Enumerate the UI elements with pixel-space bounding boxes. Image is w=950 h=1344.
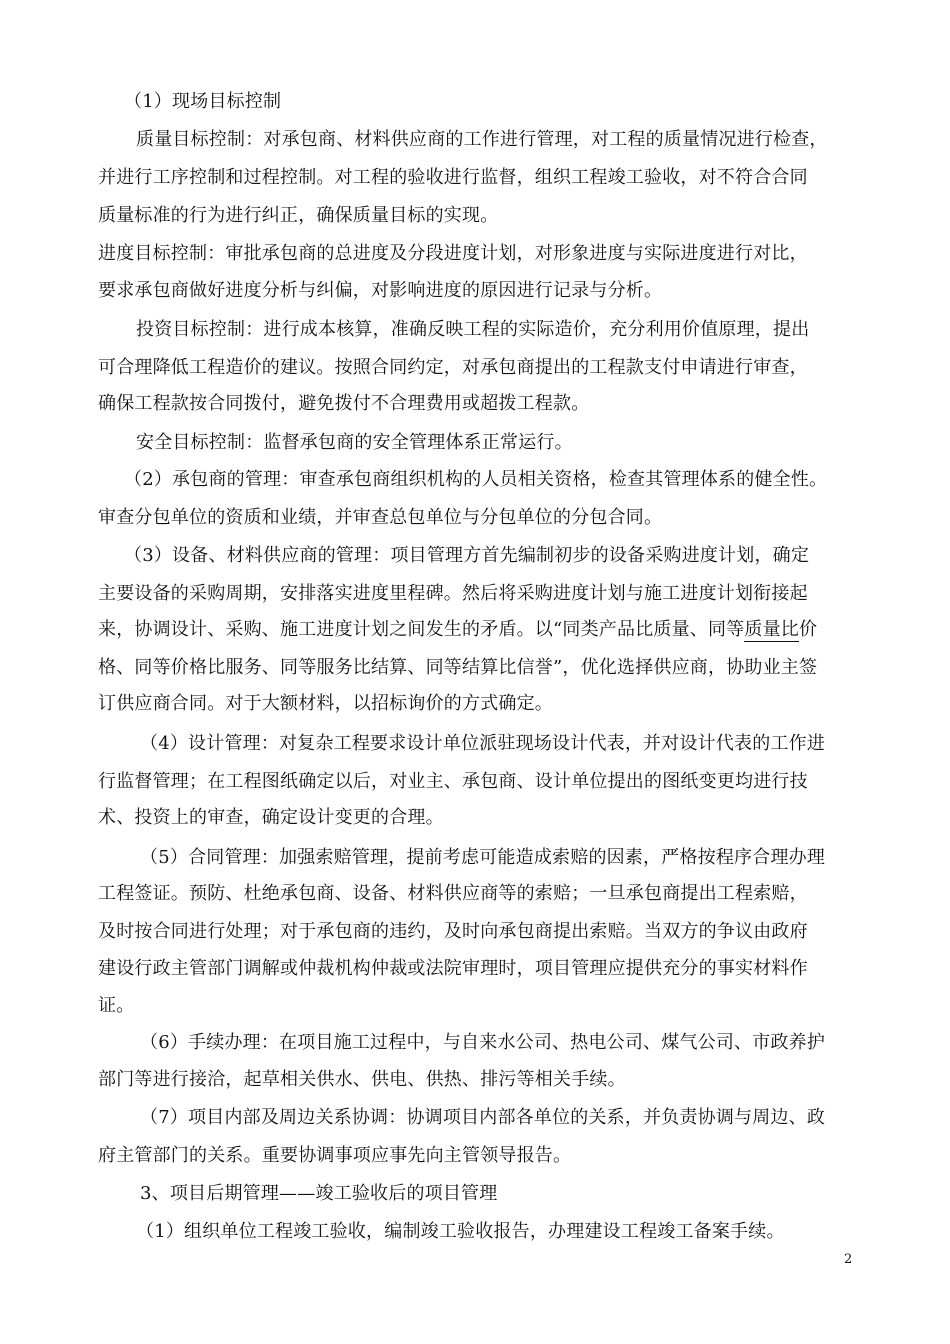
supplier-line-3-tail: 价 bbox=[799, 619, 818, 640]
paragraph-supplier-line-5: 订供应商合同。对于大额材料，以招标询价的方式确定。 bbox=[98, 693, 553, 714]
paragraph-safety: 安全目标控制：监督承包商的安全管理体系正常运行。 bbox=[136, 432, 573, 453]
paragraph-quality-line-2: 并进行工序控制和过程控制。对工程的验收进行监督，组织工程竣工验收，对不符合合同 bbox=[98, 167, 808, 188]
paragraph-supplier-line-4: 格、同等价格比服务、同等服务比结算、同等结算比信誉”，优化选择供应商，协助业主签 bbox=[98, 657, 818, 678]
paragraph-procedures-line-2: 部门等进行接洽，起草相关供水、供电、供热、排污等相关手续。 bbox=[98, 1069, 626, 1090]
paragraph-coordination-line-2: 府主管部门的关系。重要协调事项应事先向主管领导报告。 bbox=[98, 1145, 572, 1166]
paragraph-completion-acceptance: （1）组织单位工程竣工验收，编制竣工验收报告，办理建设工程竣工备案手续。 bbox=[136, 1221, 785, 1242]
paragraph-supplier-line-2: 主要设备的采购周期，安排落实进度里程碑。然后将采购进度计划与施工进度计划衔接起 bbox=[98, 583, 808, 604]
paragraph-investment-line-1: 投资目标控制：进行成本核算，准确反映工程的实际造价，充分利用价值原理，提出 bbox=[136, 319, 810, 340]
paragraph-investment-line-3: 确保工程款按合同拨付，避免拨付不合理费用或超拨工程款。 bbox=[98, 393, 590, 414]
paragraph-supplier-line-3 bbox=[98, 618, 817, 642]
paragraph-quality-line-3: 质量标准的行为进行纠正，确保质量目标的实现。 bbox=[98, 205, 499, 226]
paragraph-contract-line-3: 及时按合同进行处理；对于承包商的违约，及时向承包商提出索赔。当双方的争议由政府 bbox=[98, 921, 808, 942]
paragraph-contract-line-5: 证。 bbox=[98, 995, 135, 1016]
section-heading-post-completion: 3、项目后期管理——竣工验收后的项目管理 bbox=[140, 1183, 498, 1204]
paragraph-contractor-line-2: 审查分包单位的资质和业绩，并审查总包单位与分包单位的分包合同。 bbox=[98, 507, 663, 528]
paragraph-contract-line-2: 工程签证。预防、杜绝承包商、设备、材料供应商等的索赔；一旦承包商提出工程索赔， bbox=[98, 883, 808, 904]
page-number: 2 bbox=[844, 1252, 853, 1267]
paragraph-procedures-line-1: （6）手续办理：在项目施工过程中，与自来水公司、热电公司、煤气公司、市政养护 bbox=[140, 1032, 826, 1053]
paragraph-quality-line-1: 质量目标控制：对承包商、材料供应商的工作进行管理，对工程的质量情况进行检查， bbox=[136, 129, 828, 150]
paragraph-contract-line-1: （5）合同管理：加强索赔管理，提前考虑可能造成索赔的因素，严格按程序合理办理 bbox=[140, 847, 826, 868]
paragraph-schedule-line-2: 要求承包商做好进度分析与纠偏，对影响进度的原因进行记录与分析。 bbox=[98, 280, 663, 301]
paragraph-coordination-line-1: （7）项目内部及周边关系协调：协调项目内部各单位的关系，并负责协调与周边、政 bbox=[140, 1107, 826, 1128]
paragraph-contractor-line-1: （2）承包商的管理：审查承包商组织机构的人员相关资格，检查其管理体系的健全性。 bbox=[124, 469, 828, 490]
paragraph-contract-line-4: 建设行政主管部门调解或仲裁机构仲裁或法院审理时，项目管理应提供充分的事实材料作 bbox=[98, 958, 808, 979]
section-heading-site-control: （1）现场目标控制 bbox=[124, 91, 282, 112]
paragraph-investment-line-2: 可合理降低工程造价的建议。按照合同约定，对承包商提出的工程款支付申请进行审查， bbox=[98, 357, 808, 378]
paragraph-schedule-line-1: 进度目标控制：审批承包商的总进度及分段进度计划，对形象进度与实际进度进行对比， bbox=[98, 243, 808, 264]
paragraph-design-line-3: 术、投资上的审查，确定设计变更的合理。 bbox=[98, 807, 444, 828]
paragraph-design-line-2: 行监督管理；在工程图纸确定以后，对业主、承包商、设计单位提出的图纸变更均进行技 bbox=[98, 771, 808, 792]
paragraph-design-line-1: （4）设计管理：对复杂工程要求设计单位派驻现场设计代表，并对设计代表的工作进 bbox=[140, 733, 826, 754]
paragraph-supplier-line-1: （3）设备、材料供应商的管理：项目管理方首先编制初步的设备采购进度计划，确定 bbox=[124, 545, 810, 566]
underlined-phrase: 质量比 bbox=[744, 619, 800, 640]
supplier-line-3-text: 来，协调设计、采购、施工进度计划之间发生的矛盾。以“同类产品比质量、同等 bbox=[98, 619, 745, 640]
